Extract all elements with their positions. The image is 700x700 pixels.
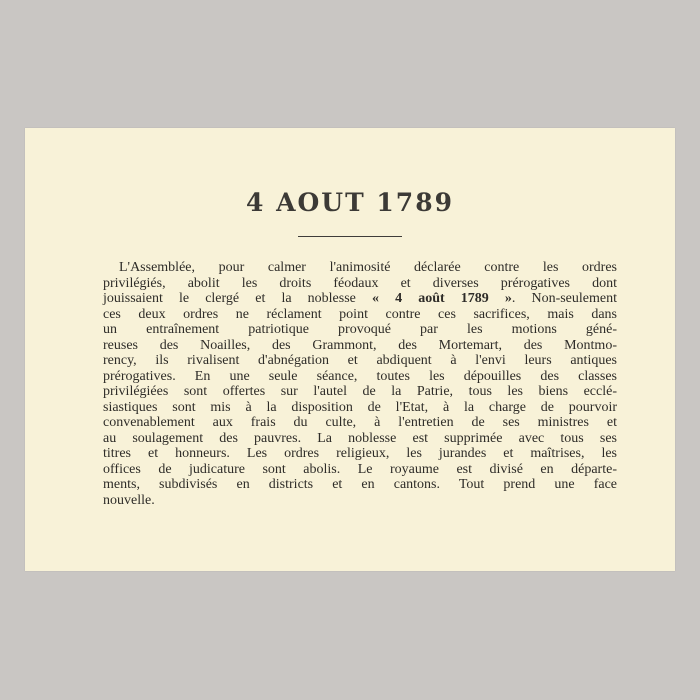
- date-emphasis: « 4 août 1789 »: [371, 291, 512, 306]
- text-line: nouvelle.: [103, 492, 155, 508]
- text-line: un entraînement patriotique provoqué par les motions géné-: [103, 322, 617, 337]
- text-line: convenablement aux frais du culte, à l'entretien de ses ministres et: [103, 415, 617, 430]
- page-title: 4 AOUT 1789: [246, 188, 454, 217]
- text-line: au soulagement des pauvres. La noblesse est supprimée avec tous ses: [103, 430, 617, 446]
- text-line: ments, subdivisés en districts et en cantons. Tout prend une face: [103, 477, 617, 492]
- text-line: titres et honneurs. Les ordres religieux, les jurandes et maîtrises, les: [103, 446, 617, 461]
- body-paragraph: [103, 260, 617, 508]
- text-line: L'Assemblée, pour calmer l'animosité déclarée contre les ordres: [119, 260, 617, 275]
- title-divider: [298, 236, 402, 237]
- text-line: reuses des Noailles, des Grammont, des Mortemart, des Montmo-: [103, 337, 617, 353]
- text-line: siastiques sont mis à la disposition de l'Etat, à la charge de pourvoir: [103, 399, 617, 415]
- text-segment: jouissaient le clergé et la noblesse: [103, 291, 356, 306]
- text-segment: . Non-seulement: [511, 291, 617, 306]
- text-line: ces deux ordres ne réclament point contre ces sacrifices, mais dans: [103, 306, 617, 322]
- text-line: prérogatives. En une seule séance, toutes les dépouilles des classes: [103, 368, 617, 384]
- document-card: [25, 128, 675, 571]
- text-line: privilégiées sont offertes sur l'autel de la Patrie, tous les biens ecclé-: [103, 384, 617, 399]
- text-line: privilégiés, abolit les droits féodaux et diverses prérogatives dont: [103, 275, 617, 291]
- text-line: offices de judicature sont abolis. Le royaume est divisé en départe-: [103, 461, 617, 477]
- text-line: rency, ils rivalisent d'abnégation et abdiquent à l'envi leurs antiques: [103, 353, 617, 368]
- text-line: [103, 291, 617, 307]
